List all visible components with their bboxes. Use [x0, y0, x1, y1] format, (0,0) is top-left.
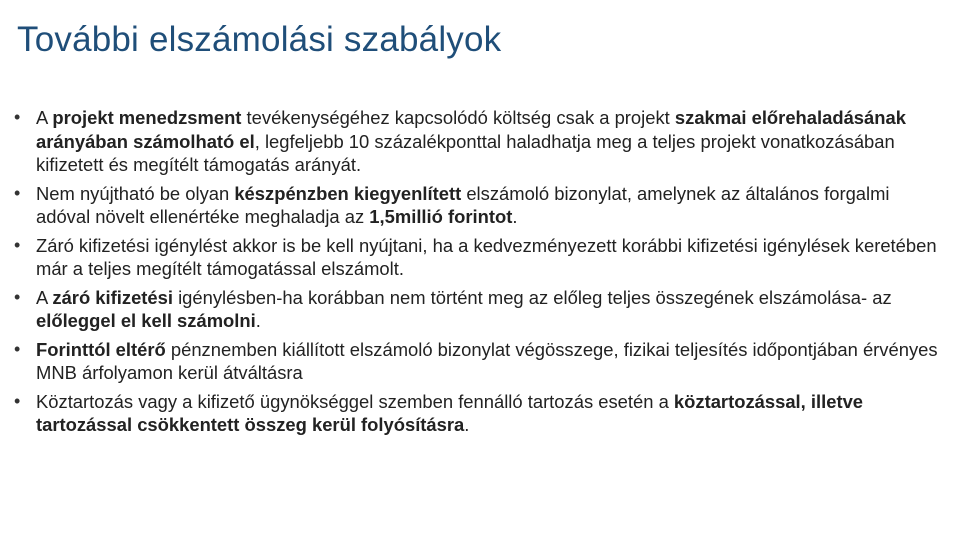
bullet-text-bold: Forinttól eltérő — [36, 338, 166, 360]
bullet-text-segment: igénylésben-ha korábban nem történt meg az előleg teljes összegének elszámolása- az — [172, 286, 892, 308]
bullet-text-segment: Nem nyújtható be olyan — [36, 182, 235, 204]
bullet-text-bold: készpénzben kiegyenlített — [234, 182, 462, 204]
bullet-item — [14, 338, 944, 385]
bullet-item — [14, 182, 944, 229]
bullet-text — [36, 107, 906, 175]
bullet-text-segment: elszámoló bizonylat, amelynek az általános forgalmi adóval növelt ellenértéke meghaladja az — [36, 182, 890, 227]
bullet-item — [14, 390, 944, 437]
bullet-point-icon: • — [14, 107, 21, 127]
bullet-point-icon: • — [14, 234, 21, 255]
bullet-item — [14, 106, 944, 177]
bullet-point-icon: • — [14, 182, 21, 203]
bullet-text-segment: tevékenységéhez kapcsolódó költség csak a projekt — [241, 107, 675, 128]
bullet-text-segment: . — [464, 414, 470, 435]
bullet-text-bold: köztartozással, illetve tartozással csökkentett összeg kerül folyósításra — [36, 390, 864, 435]
bullet-text-segment: A — [36, 107, 53, 128]
bullet-text-bold: előleggel el kell számolni — [36, 310, 256, 331]
bullet-list — [14, 106, 944, 442]
bullet-text — [36, 235, 937, 280]
bullet-point-icon: • — [14, 286, 21, 307]
bullet-text — [36, 339, 938, 384]
bullet-text-bold: 1,5millió forintot — [369, 206, 513, 227]
bullet-text — [36, 391, 863, 436]
bullet-text — [36, 287, 892, 332]
bullet-text — [36, 183, 890, 228]
bullet-text-segment: . — [255, 310, 261, 331]
bullet-text-segment: , legfeljebb 10 százalékponttal haladhatja meg a teljes projekt vonatkozásában kifizetett és megítélt támogatás arányát. — [36, 130, 895, 175]
slide-title: További elszámolási szabályok — [17, 20, 502, 59]
bullet-item — [14, 286, 944, 333]
bullet-text-segment: Záró kifizetési igénylést akkor is be kell nyújtani, ha a kedvezményezett korábbi kifizetési igénylések keretében már a teljes megítélt támogatással elszámolt. — [36, 234, 937, 279]
bullet-point-icon: • — [14, 338, 21, 359]
bullet-text-segment: A — [36, 286, 53, 308]
bullet-text-bold: projekt menedzsment — [52, 107, 242, 128]
bullet-text-bold: záró kifizetési — [52, 286, 173, 308]
bullet-text-segment: Köztartozás vagy a kifizető ügynökséggel szemben fennálló tartozás esetén a — [36, 390, 674, 412]
bullet-point-icon: • — [14, 390, 21, 411]
bullet-text-segment: pénznemben kiállított elszámoló bizonylat végösszege, fizikai teljesítés időpontjában érvényes MNB árfolyamon kerül átváltásra — [36, 338, 938, 383]
bullet-text-segment: . — [512, 206, 518, 227]
bullet-text-bold: szakmai előrehaladásának arányában számolható el — [36, 107, 906, 152]
bullet-item — [14, 234, 944, 281]
